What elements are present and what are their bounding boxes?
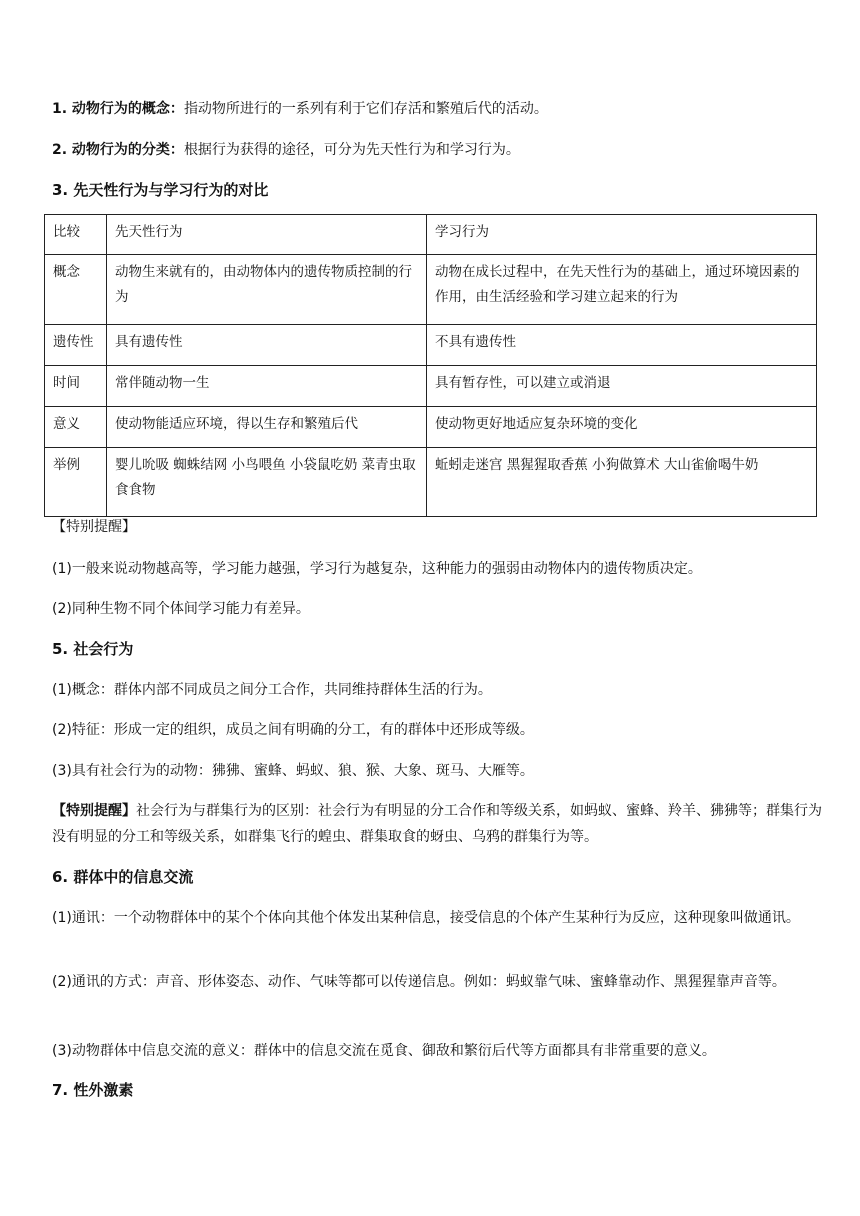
special-reminder-title: 【特别提醒】 <box>52 519 136 535</box>
concept-text: 指动物所进行的一系列有利于它们存活和繁殖后代的活动。 <box>183 101 548 117</box>
table-header-row <box>45 215 817 255</box>
table-cell: 常伴随动物一生 <box>107 366 427 407</box>
info-exchange-item: (3)动物群体中信息交流的意义：群体中的信息交流在觅食、御敌和繁衍后代等方面都具有非常重要的意义。 <box>52 1043 716 1059</box>
table-header-cell: 学习行为 <box>427 215 817 255</box>
social-reminder-title: 【特别提醒】 <box>52 803 136 819</box>
table-cell: 使动物更好地适应复杂环境的变化 <box>427 407 817 448</box>
social-behavior-heading: 5. 社会行为 <box>52 640 134 658</box>
reminder-item: (2)同种生物不同个体间学习能力有差异。 <box>52 601 310 617</box>
reminder-item: (1)一般来说动物越高等，学习能力越强，学习行为越复杂，这种能力的强弱由动物体内的遗传物质决定。 <box>52 561 702 577</box>
social-behavior-item: (2)特征：形成一定的组织，成员之间有明确的分工，有的群体中还形成等级。 <box>52 722 534 738</box>
social-behavior-item: (3)具有社会行为的动物：狒狒、蜜蜂、蚂蚁、狼、猴、大象、斑马、大雁等。 <box>52 763 534 779</box>
table-row <box>45 407 817 448</box>
classification-text: 根据行为获得的途径，可分为先天性行为和学习行为。 <box>183 142 520 158</box>
table-cell: 不具有遗传性 <box>427 325 817 366</box>
table-cell: 意义 <box>45 407 107 448</box>
table-row <box>45 366 817 407</box>
table-cell: 概念 <box>45 255 107 325</box>
comparison-heading: 3. 先天性行为与学习行为的对比 <box>52 181 269 199</box>
table-cell: 婴儿吮吸 蜘蛛结网 小鸟喂鱼 小袋鼠吃奶 菜青虫取食食物 <box>107 448 427 517</box>
table-cell: 动物在成长过程中，在先天性行为的基础上，通过环境因素的作用，由生活经验和学习建立起来的行为 <box>427 255 817 325</box>
table-row <box>45 448 817 517</box>
social-reminder-text: 社会行为与群集行为的区别：社会行为有明显的分工合作和等级关系，如蚂蚁、蜜蜂、羚羊、狒狒等；群集行为没有明显的分工和等级关系，如群集飞行的蝗虫、群集取食的蚜虫、乌鸦的群集行为等。 <box>52 803 822 845</box>
table-cell: 具有遗传性 <box>107 325 427 366</box>
comparison-table <box>44 214 817 517</box>
table-cell: 具有暂存性，可以建立或消退 <box>427 366 817 407</box>
concept-paragraph <box>52 100 548 118</box>
info-exchange-item: (2)通讯的方式：声音、形体姿态、动作、气味等都可以传递信息。例如：蚂蚁靠气味、蜜蜂靠动作、黑猩猩靠声音等。 <box>52 974 786 990</box>
table-cell: 举例 <box>45 448 107 517</box>
info-exchange-item: (1)通讯：一个动物群体中的某个个体向其他个体发出某种信息，接受信息的个体产生某种行为反应，这种现象叫做通讯。 <box>52 910 800 926</box>
table-header-cell: 比较 <box>45 215 107 255</box>
sex-pheromone-heading: 7. 性外激素 <box>52 1081 134 1099</box>
table-row <box>45 255 817 325</box>
concept-heading: 1. 动物行为的概念： <box>52 101 184 117</box>
social-reminder-paragraph <box>52 798 822 850</box>
table-cell: 时间 <box>45 366 107 407</box>
classification-paragraph <box>52 141 520 159</box>
table-cell: 使动物能适应环境，得以生存和繁殖后代 <box>107 407 427 448</box>
table-cell: 蚯蚓走迷宫 黑猩猩取香蕉 小狗做算术 大山雀偷喝牛奶 <box>427 448 817 517</box>
table-row <box>45 325 817 366</box>
table-cell: 遗传性 <box>45 325 107 366</box>
info-exchange-heading: 6. 群体中的信息交流 <box>52 868 194 886</box>
social-behavior-item: (1)概念：群体内部不同成员之间分工合作，共同维持群体生活的行为。 <box>52 682 492 698</box>
table-header-cell: 先天性行为 <box>107 215 427 255</box>
classification-heading: 2. 动物行为的分类： <box>52 142 184 158</box>
table-cell: 动物生来就有的，由动物体内的遗传物质控制的行为 <box>107 255 427 325</box>
